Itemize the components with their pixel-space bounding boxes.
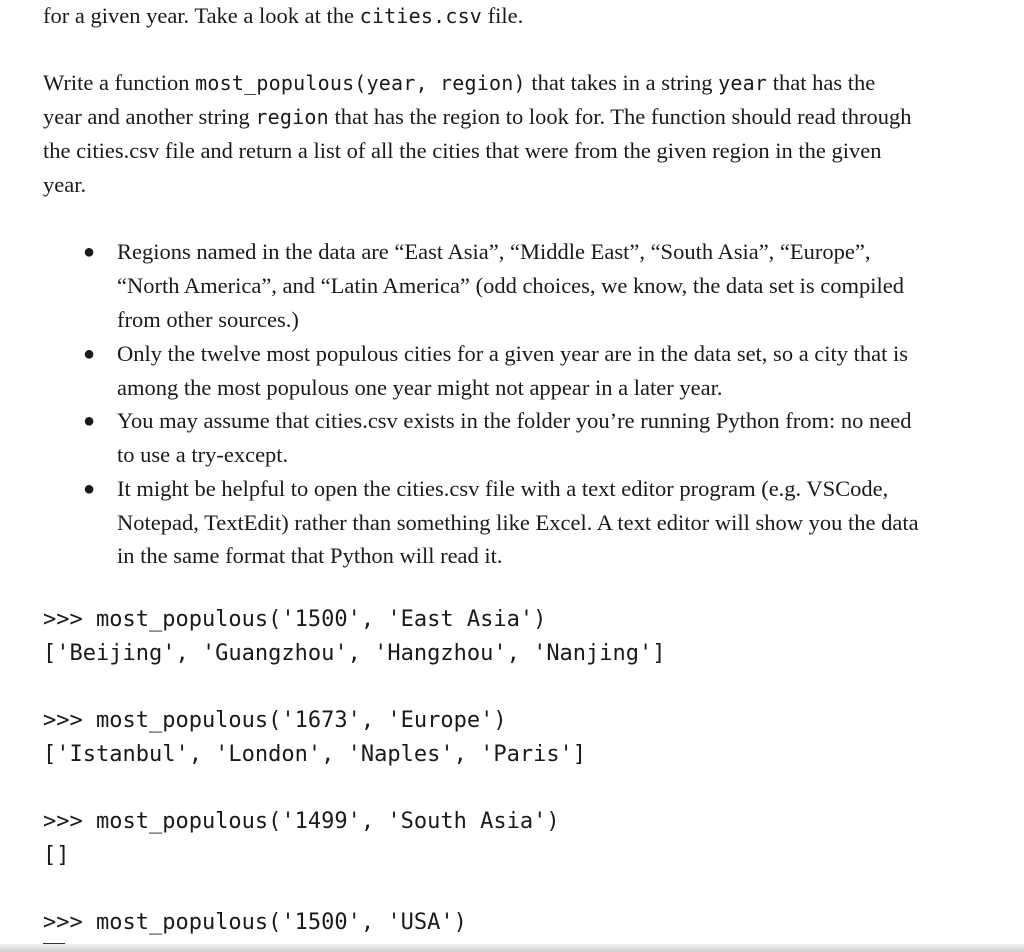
inline-code-function: most_populous(year, region) <box>195 71 526 95</box>
bullet-2-line-2: among the most populous one year might not appear in a later year. <box>117 375 723 400</box>
example-4-call: >>> most_populous('1500', 'USA') <box>43 910 467 935</box>
description-line-4: year. <box>43 172 87 197</box>
bullet-icon: ● <box>83 343 96 365</box>
description-text: that takes in a string <box>525 70 719 95</box>
description-text: that has the region to look for. The function should read through <box>328 104 912 129</box>
bullet-icon: ● <box>83 241 96 263</box>
bullet-3-line-1: You may assume that cities.csv exists in the folder you’re running Python from: no need <box>117 408 912 433</box>
inline-code-year: year <box>718 71 768 95</box>
example-2-result: ['Istanbul', 'London', 'Naples', 'Paris'] <box>43 742 587 767</box>
example-1-call: >>> most_populous('1500', 'East Asia') <box>43 607 547 632</box>
description-text: year and another string <box>43 104 256 129</box>
bullet-icon: ● <box>83 410 96 432</box>
description-text: Write a function <box>43 70 196 95</box>
description-line-3: the cities.csv file and return a list of all the cities that were from the given region in the given <box>43 138 882 163</box>
example-3-call: >>> most_populous('1499', 'South Asia') <box>43 809 560 834</box>
description-line-1 <box>43 68 875 98</box>
bullet-4-line-2: Notepad, TextEdit) rather than something like Excel. A text editor will show you the data <box>117 510 919 535</box>
description-text: that has the <box>767 70 876 95</box>
bullet-icon: ● <box>83 478 96 500</box>
bullet-1-line-3: from other sources.) <box>117 307 299 332</box>
window-bottom-edge <box>0 944 1024 952</box>
bullet-3-line-2: to use a try-except. <box>117 442 289 467</box>
example-3-result: [] <box>43 843 70 868</box>
example-2-call: >>> most_populous('1673', 'Europe') <box>43 708 507 733</box>
bullet-2-line-1: Only the twelve most populous cities for a given year are in the data set, so a city that is <box>117 341 909 366</box>
inline-code-cities-csv: cities.csv <box>359 4 483 28</box>
bullet-4-line-1: It might be helpful to open the cities.csv file with a text editor program (e.g. VSCode, <box>117 476 889 501</box>
example-1-result: ['Beijing', 'Guangzhou', 'Hangzhou', 'Nanjing'] <box>43 641 666 666</box>
description-line-2 <box>43 102 911 132</box>
bullet-4-line-3: in the same format that Python will read it. <box>117 543 503 568</box>
bullet-1-line-1: Regions named in the data are “East Asia”, “Middle East”, “South Asia”, “Europe”, <box>117 239 871 264</box>
intro-text: for a given year. Take a look at the <box>43 3 360 28</box>
intro-line <box>43 1 523 31</box>
intro-text-end: file. <box>482 3 524 28</box>
bullet-1-line-2: “North America”, and “Latin America” (odd choices, we know, the data set is compiled <box>117 273 905 298</box>
inline-code-region: region <box>255 105 329 129</box>
